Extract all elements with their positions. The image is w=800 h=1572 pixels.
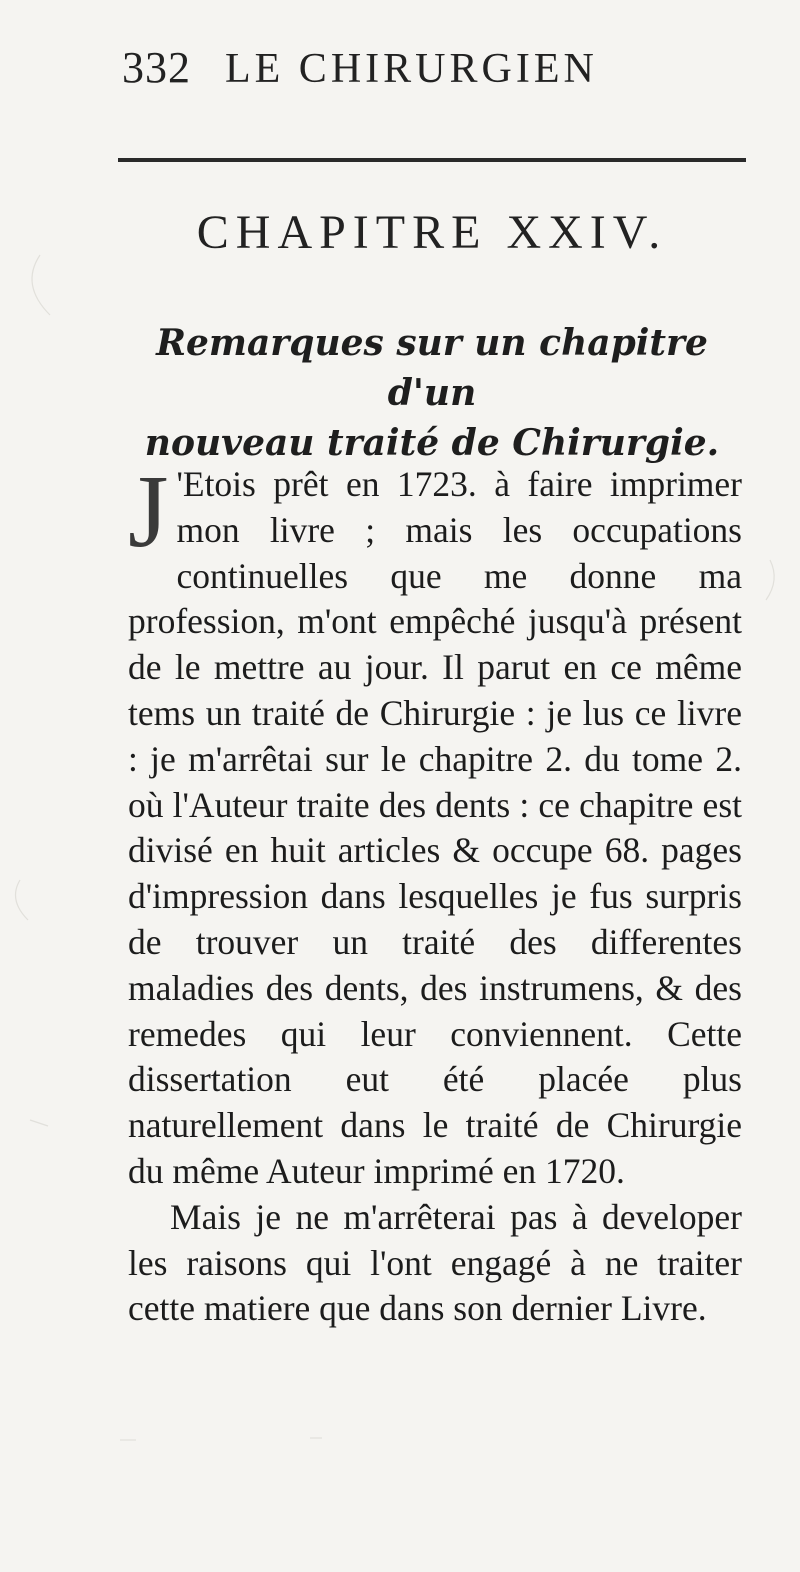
paragraph-2: Mais je ne m'arrêterai pas à developer les raisons qui l'ont engagé à ne traiter cette matiere que dans son dernier Livre. bbox=[128, 1196, 742, 1329]
body-text bbox=[128, 454, 742, 1332]
paragraph-1-text: 'Etois prêt en 1723. à faire imprimer mon livre ; mais les occupations continuelles que me donne ma profession, m'ont empêché jusqu'à présent de le mettre au jour. Il parut en ce même tems un traité de Chirurgie : je lus ce livre : je m'arrêtai sur le chapitre 2. du tome 2. où l'Auteur traite des dents : ce chapitre est divisé en huit articles & occupe 68. pages d'impression dans lesquelles je fus surpris de trouver un traité des differentes maladies des dents, des instrumens, & des remedes qui leur conviennent. Cette dissertation eut été placée plus naturellement dans le traité de Chirurgie du même Auteur imprimé en 1720. bbox=[128, 464, 742, 1191]
chapter-heading: CHAPITRE XXIV. bbox=[196, 206, 668, 259]
subtitle-line-2: nouveau traité de Chirurgie. bbox=[144, 422, 720, 464]
paragraph-1 bbox=[128, 454, 742, 1195]
drop-cap: J bbox=[128, 454, 169, 569]
running-title: LE CHIRURGIEN bbox=[225, 46, 598, 92]
running-head bbox=[122, 42, 662, 102]
header-rule bbox=[118, 158, 746, 162]
chapter-subtitle bbox=[118, 318, 746, 468]
subtitle-line-1: Remarques sur un chapitre d'un bbox=[156, 322, 708, 414]
page-number: 332 bbox=[122, 43, 191, 92]
